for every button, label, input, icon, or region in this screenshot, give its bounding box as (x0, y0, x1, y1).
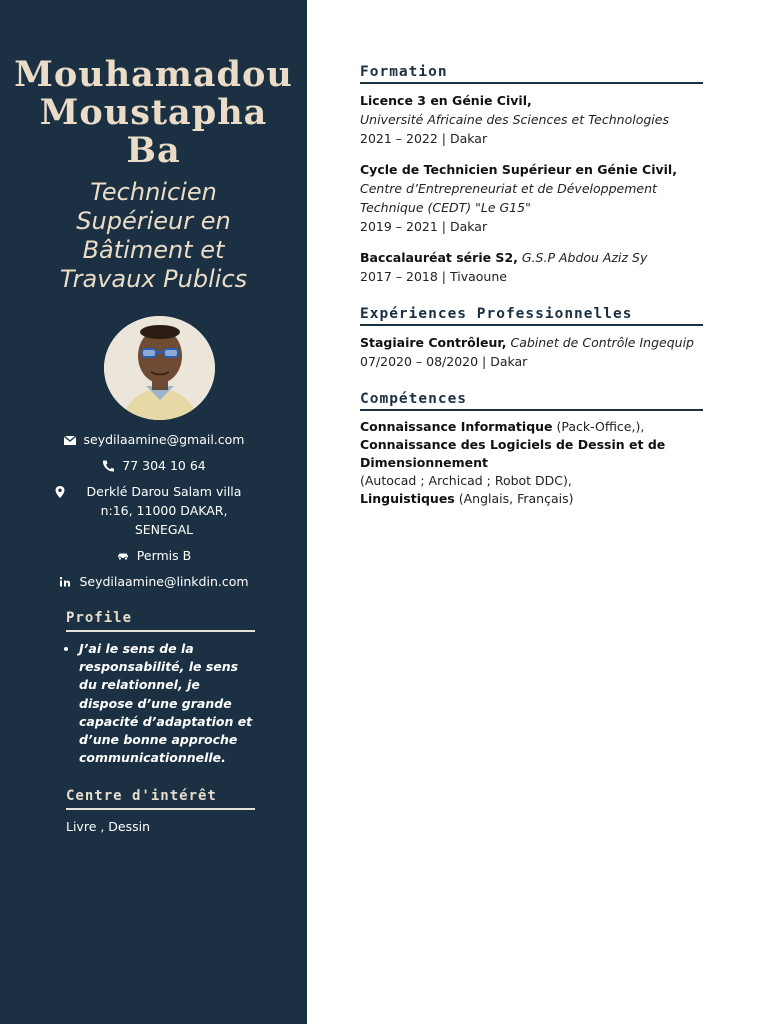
skill-software-detail: (Autocad ; Archicad ; Robot DDC), (360, 473, 572, 488)
contact-phone[interactable] (0, 456, 307, 475)
job-line-2: Supérieur en (76, 207, 231, 235)
experience-heading: Expériences Professionnelles (360, 306, 703, 326)
job-title (30, 178, 277, 294)
profile-list (66, 640, 255, 767)
role-title: Stagiaire Contrôleur, (360, 335, 507, 350)
skills-heading: Compétences (360, 391, 703, 411)
name-line-2: Moustapha (39, 92, 268, 133)
skills-section (360, 391, 703, 508)
formation-entry (360, 160, 703, 236)
interests-text: Livre , Dessin (66, 819, 151, 834)
linkedin-icon (58, 575, 72, 589)
formation-meta: 2017 – 2018 | Tivaoune (360, 269, 507, 284)
formation-section (360, 64, 703, 286)
experience-entry (360, 333, 703, 371)
skill-it-detail: (Pack-Office,), (556, 419, 645, 434)
job-line-4: Travaux Publics (59, 265, 248, 293)
formation-heading: Formation (360, 64, 703, 84)
car-icon (116, 549, 130, 563)
contact-linkedin[interactable] (0, 572, 307, 591)
degree-title: Baccalauréat série S2, (360, 250, 518, 265)
formation-meta: 2021 – 2022 | Dakar (360, 131, 488, 146)
email-text: seydilaamine@gmail.com (83, 432, 245, 447)
company-name: Cabinet de Contrôle Ingequip (510, 335, 694, 350)
experience-meta: 07/2020 – 08/2020 | Dakar (360, 354, 528, 369)
profile-section (66, 610, 255, 767)
school-name: Centre d’Entrepreneuriat et de Développement Technique (CEDT) "Le G15" (360, 181, 657, 215)
portrait-image (104, 316, 215, 420)
contact-license (0, 546, 307, 565)
degree-title: Cycle de Technicien Supérieur en Génie Civil, (360, 162, 677, 177)
formation-entry (360, 91, 703, 148)
profile-text: • J’ai le sens de la responsabilité, le sens du relationnel, je dispose d’une grande capacité d’adaptation et d’une bonne approche communicationnelle. (79, 640, 255, 767)
envelope-icon (63, 433, 77, 447)
degree-title: Licence 3 en Génie Civil, (360, 93, 532, 108)
main-content (360, 64, 703, 508)
contact-email[interactable] (0, 430, 307, 449)
address-text: Derklé Darou Salam villa n:16, 11000 DAKAR, SENEGAL (86, 484, 242, 537)
contact-address (0, 482, 307, 539)
profile-heading: Profile (66, 610, 255, 632)
skill-lang-detail: (Anglais, Français) (458, 491, 574, 506)
skill-it-label: Connaissance Informatique (360, 419, 553, 434)
experience-section (360, 306, 703, 371)
skills-text (360, 418, 703, 508)
phone-icon (101, 459, 115, 473)
map-pin-icon (53, 485, 67, 499)
name-line-3: Ba (126, 130, 181, 171)
job-line-1: Technicien (90, 178, 217, 206)
skill-software-label: Connaissance des Logiciels de Dessin et de Dimensionnement (360, 437, 666, 470)
name-line-1: Mouhamadou (14, 54, 293, 95)
contact-list (0, 430, 307, 598)
interests-heading: Centre d'intérêt (66, 788, 255, 810)
formation-meta: 2019 – 2021 | Dakar (360, 219, 488, 234)
formation-entry (360, 248, 703, 286)
linkedin-text: Seydilaamine@linkdin.com (79, 574, 249, 589)
sidebar (0, 0, 307, 1024)
candidate-name (0, 56, 307, 170)
phone-text: 77 304 10 64 (122, 458, 206, 473)
school-name: Université Africaine des Sciences et Technologies (360, 112, 669, 127)
interests-section (66, 788, 255, 834)
skill-lang-label: Linguistiques (360, 491, 455, 506)
profile-photo (104, 316, 215, 420)
license-text: Permis B (136, 548, 192, 563)
school-name: G.S.P Abdou Aziz Sy (521, 250, 648, 265)
job-line-3: Bâtiment et (82, 236, 225, 264)
